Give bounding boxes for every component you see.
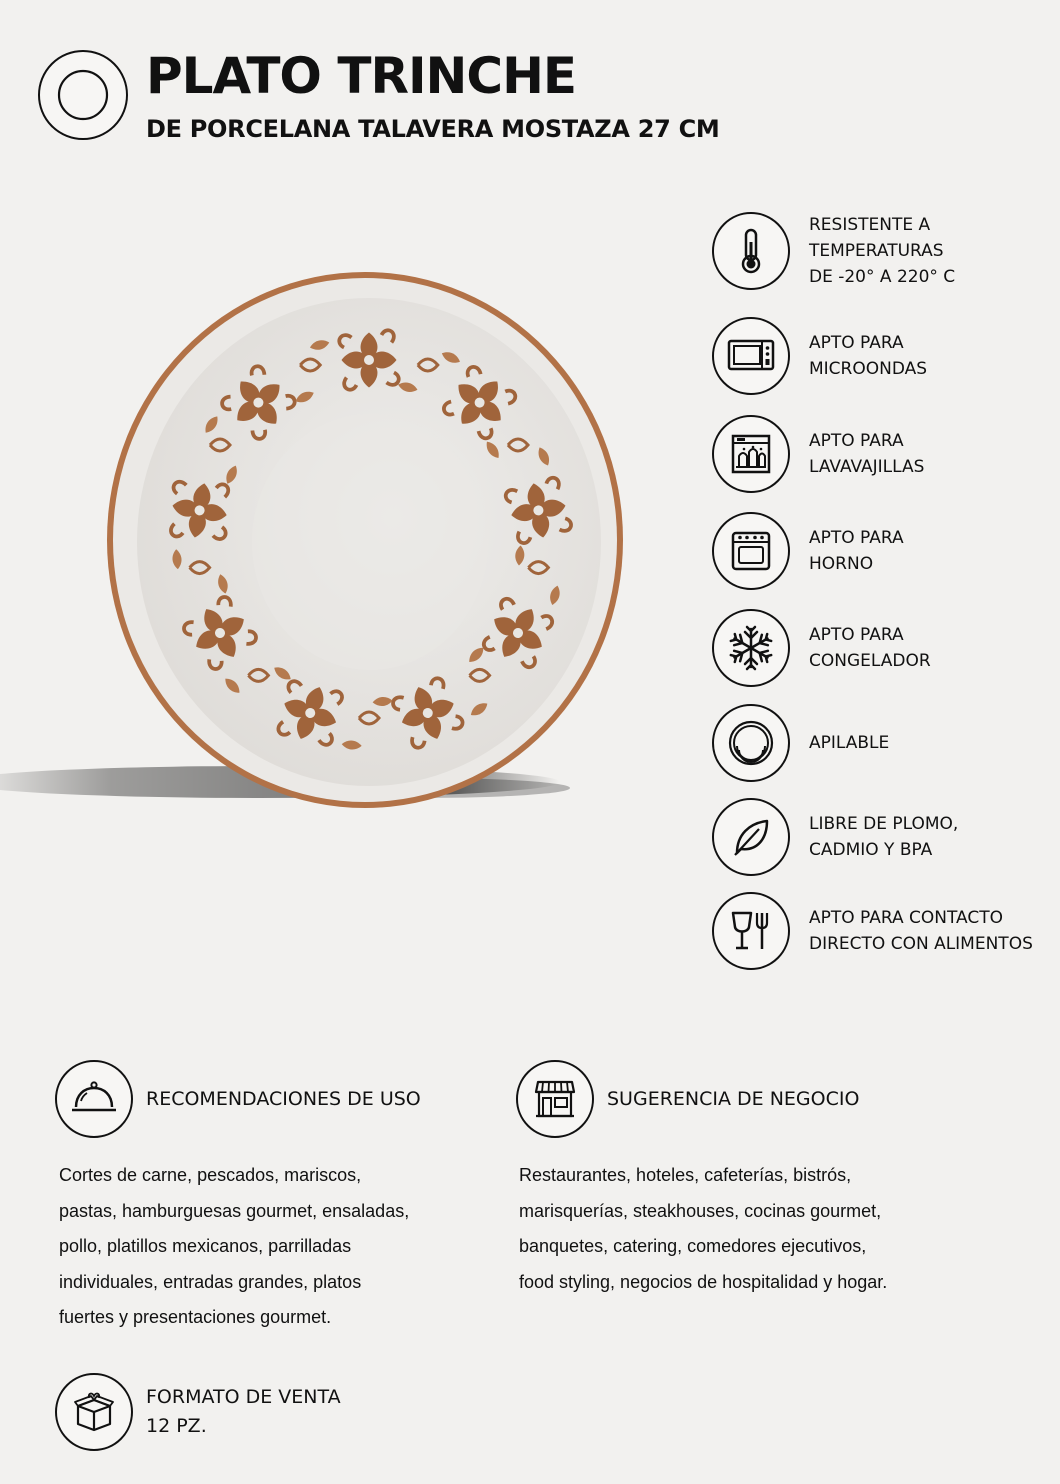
glass-fork-icon: [712, 892, 790, 970]
microwave-icon: [712, 317, 790, 395]
storefront-icon: [516, 1060, 594, 1138]
usage-heading: [55, 1060, 475, 1138]
feature-food-contact: [712, 892, 1052, 970]
page-title: PLATO TRINCHE: [146, 47, 577, 105]
usage-line: individuales, entradas grandes, platos: [59, 1271, 362, 1292]
cloche-icon: [55, 1060, 133, 1138]
business-line: Restaurantes, hoteles, cafeterías, bistrós,: [519, 1165, 852, 1185]
feature-label: APTO PARA CONTACTO DIRECTO CON ALIMENTOS: [809, 908, 1033, 954]
feature-temperature: [712, 212, 1052, 290]
thermometer-icon: [712, 212, 790, 290]
box-icon: [55, 1373, 133, 1451]
page-subtitle: DE PORCELANA TALAVERA MOSTAZA 27 CM: [146, 115, 720, 143]
usage-line: pastas, hamburguesas gourmet, ensaladas,: [59, 1200, 410, 1221]
usage-line: Cortes de carne, pescados, mariscos,: [59, 1165, 362, 1185]
sales-format: [55, 1373, 475, 1451]
dishwasher-icon: [712, 415, 790, 493]
leaf-icon: [712, 798, 790, 876]
feature-label: LIBRE DE PLOMO, CADMIO Y BPA: [809, 814, 959, 860]
sales-format-label: FORMATO DE VENTA 12 PZ.: [146, 1386, 341, 1437]
plate-outline-icon: [38, 50, 128, 140]
business-line: food styling, negocios de hospitalidad y hogar.: [519, 1271, 888, 1292]
feature-microwave: [712, 317, 1052, 395]
feature-label: RESISTENTE A TEMPERATURAS DE -20° A 220° C: [809, 215, 956, 287]
snowflake-icon: [712, 609, 790, 687]
feature-lead-free: [712, 798, 1052, 876]
feature-stackable: [712, 704, 1052, 782]
usage-line: pollo, platillos mexicanos, parrilladas: [59, 1236, 352, 1256]
feature-label: APTO PARA CONGELADOR: [809, 625, 931, 671]
product-image: [0, 270, 680, 830]
feature-label: APTO PARA MICROONDAS: [809, 333, 928, 379]
business-heading: [516, 1060, 936, 1138]
business-line: banquetes, catering, comedores ejecutivos,: [519, 1236, 867, 1256]
feature-oven: [712, 512, 1052, 590]
feature-label: APTO PARA LAVAVAJILLAS: [809, 431, 925, 477]
usage-text: [59, 1158, 489, 1336]
business-heading-label: SUGERENCIA DE NEGOCIO: [607, 1088, 860, 1110]
feature-label: APTO PARA HORNO: [809, 528, 904, 574]
stacked-plates-icon: [712, 704, 790, 782]
oven-icon: [712, 512, 790, 590]
feature-dishwasher: [712, 415, 1052, 493]
feature-label: APILABLE: [809, 733, 890, 753]
usage-line: fuertes y presentaciones gourmet.: [59, 1307, 332, 1327]
business-text: [519, 1158, 979, 1300]
business-line: marisquerías, steakhouses, cocinas gourmet,: [519, 1200, 882, 1221]
usage-heading-label: RECOMENDACIONES DE USO: [146, 1088, 421, 1110]
feature-freezer: [712, 609, 1052, 687]
